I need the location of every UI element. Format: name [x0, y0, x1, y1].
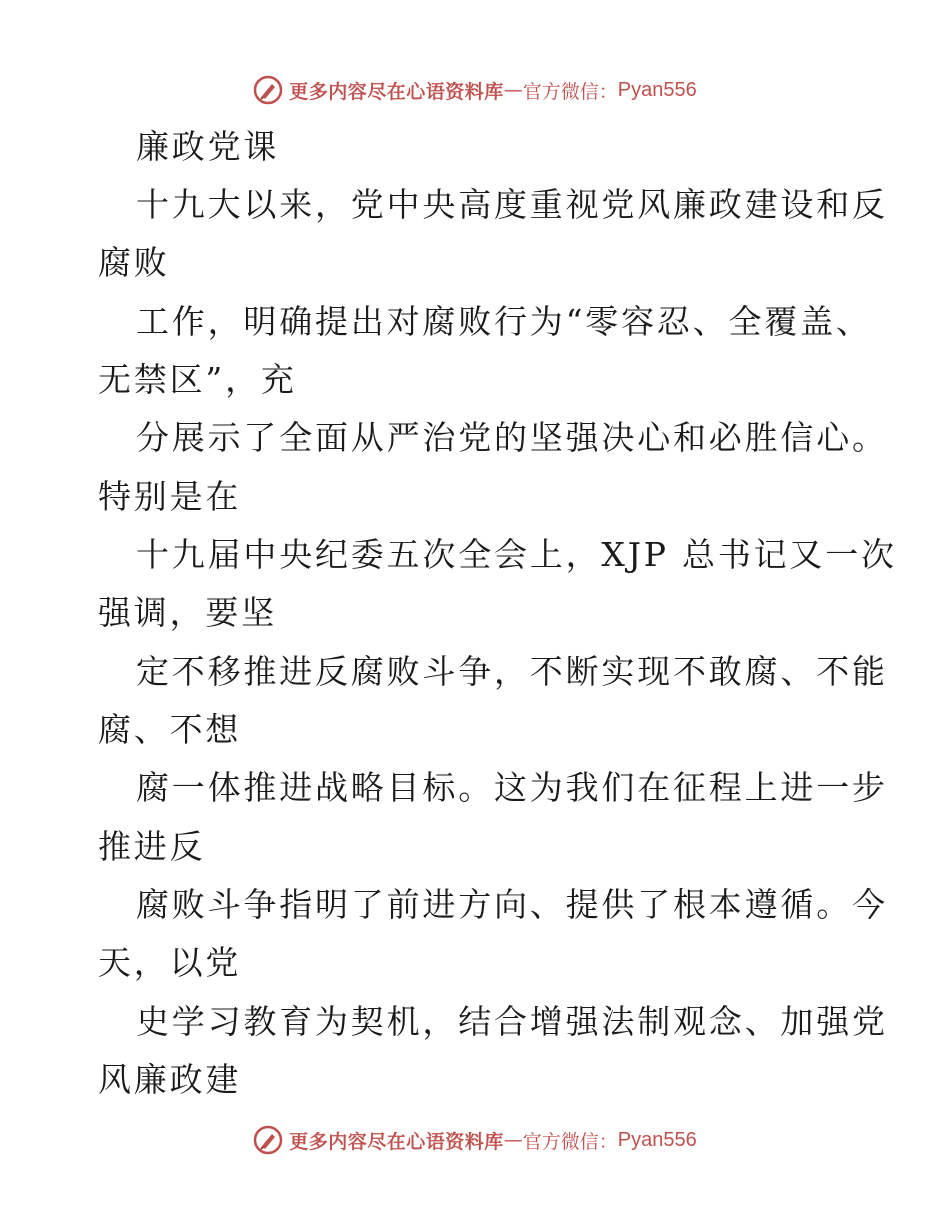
doc-line: 无禁区”，充	[98, 360, 297, 399]
doc-line: 腐败斗争指明了前进方向、提供了根本遵循。今	[136, 885, 888, 924]
doc-line: 工作，明确提出对腐败行为“零容忍、全覆盖、	[136, 302, 872, 341]
banner-brand-text: 更多内容尽在心语资料库	[289, 80, 504, 103]
doc-line: 腐一体推进战略目标。这为我们在征程上进一步	[136, 768, 888, 807]
banner-wechat-label: 官方微信：	[522, 80, 618, 103]
banner-brand-text: 更多内容尽在心语资料库	[289, 1130, 504, 1153]
doc-line: 腐败	[98, 243, 170, 282]
banner-wechat-id: Pyan556	[617, 78, 697, 101]
doc-line: 强调，要坚	[98, 593, 277, 632]
pen-nib-logo-icon	[253, 75, 283, 105]
doc-line: 史学习教育为契机，结合增强法制观念、加强党	[136, 1002, 888, 1041]
doc-line: 十九届中央纪委五次全会上，XJP 总书记又一次	[136, 535, 897, 574]
doc-line: 特别是在	[98, 477, 242, 516]
doc-line: 腐、不想	[98, 710, 242, 749]
pen-nib-logo-icon	[253, 1125, 283, 1155]
footer-banner	[0, 1120, 950, 1160]
banner-wechat-label: 官方微信：	[522, 1130, 618, 1153]
banner-separator: —	[503, 1129, 523, 1151]
doc-line: 定不移推进反腐败斗争，不断实现不敢腐、不能	[136, 652, 888, 691]
header-banner	[0, 70, 950, 110]
doc-line: 推进反	[98, 827, 206, 866]
banner-separator: —	[503, 79, 523, 101]
doc-line: 分展示了全面从严治党的坚强决心和必胜信心。	[136, 418, 888, 457]
doc-line: 十九大以来，党中央高度重视党风廉政建设和反	[136, 185, 888, 224]
banner-wechat-id: Pyan556	[617, 1128, 697, 1151]
doc-title: 廉政党课	[136, 127, 280, 166]
doc-line: 天，以党	[98, 943, 242, 982]
doc-line: 风廉政建	[98, 1060, 242, 1099]
